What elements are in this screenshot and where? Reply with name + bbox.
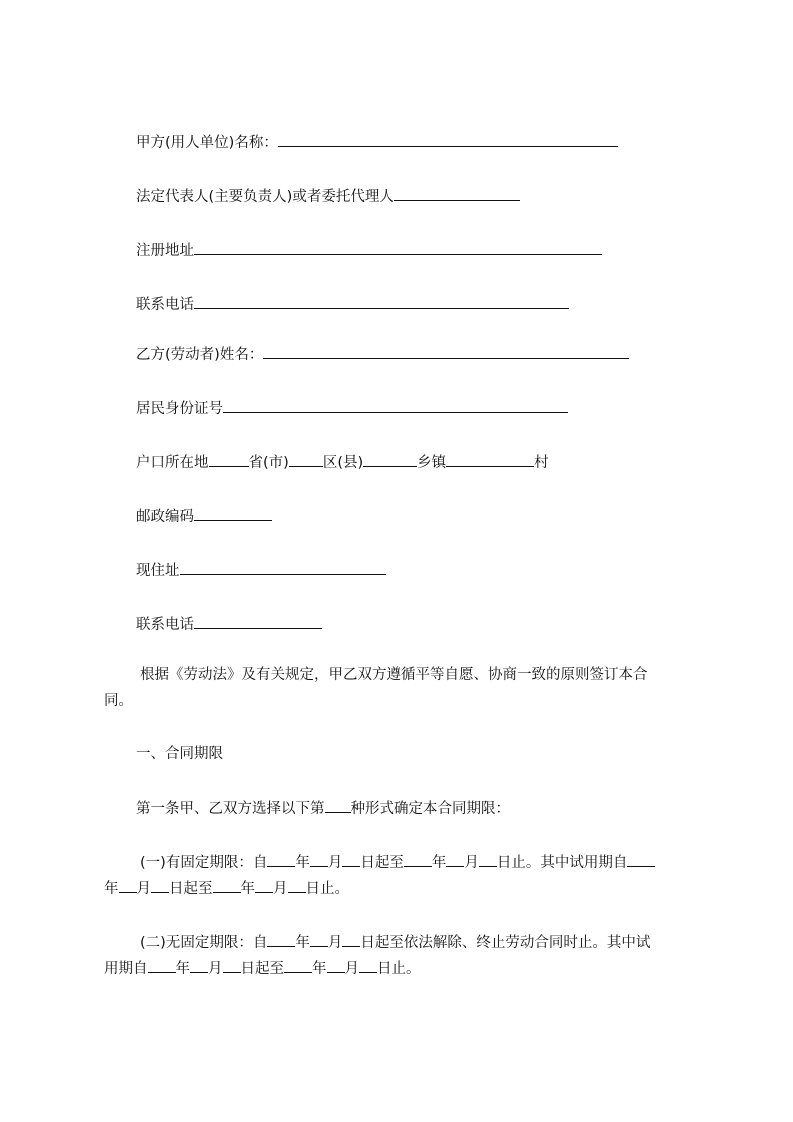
intro-line-2: 同。 bbox=[104, 693, 133, 709]
employer-phone-label: 联系电话 bbox=[136, 297, 194, 313]
article-1-text-a: 第一条甲、乙双方选择以下第 bbox=[136, 801, 325, 817]
open-year-label-1: 年 bbox=[295, 935, 310, 951]
id-number-row bbox=[136, 398, 568, 419]
hukou-province-blank[interactable] bbox=[209, 452, 249, 467]
hukou-label: 户口所在地 bbox=[136, 455, 209, 471]
fixed-term-line-1 bbox=[140, 852, 655, 873]
current-address-row bbox=[136, 560, 386, 581]
hukou-district-label: 区(县) bbox=[322, 455, 364, 471]
open-start-month-blank[interactable] bbox=[310, 932, 328, 947]
employer-phone-blank[interactable] bbox=[194, 294, 569, 309]
hukou-town-blank[interactable] bbox=[363, 452, 417, 467]
hukou-town-label: 乡镇 bbox=[417, 455, 447, 471]
hukou-district-blank[interactable] bbox=[289, 452, 323, 467]
fixed-day-end-label: 日止。 bbox=[305, 881, 349, 897]
legal-rep-row bbox=[136, 186, 520, 207]
reg-address-row bbox=[136, 240, 602, 261]
fixed-year-label-4: 年 bbox=[240, 881, 255, 897]
article-1-row bbox=[136, 798, 510, 819]
open-term-line-2 bbox=[104, 958, 421, 979]
legal-rep-blank[interactable] bbox=[394, 186, 520, 201]
open-term-line-1 bbox=[140, 932, 650, 953]
fixed-probation-label: 日止。其中试用期自 bbox=[496, 855, 628, 871]
article-1-choice-blank[interactable] bbox=[325, 798, 351, 813]
fixed-probation-end-day-blank[interactable] bbox=[288, 878, 306, 893]
open-probation-start-day-blank[interactable] bbox=[223, 958, 241, 973]
open-probation-start-month-blank[interactable] bbox=[190, 958, 208, 973]
hukou-village-label: 村 bbox=[534, 455, 549, 471]
employee-phone-label: 联系电话 bbox=[136, 617, 194, 633]
reg-address-label: 注册地址 bbox=[136, 243, 194, 259]
open-probation-end-day-blank[interactable] bbox=[359, 958, 377, 973]
fixed-start-month-blank[interactable] bbox=[310, 852, 328, 867]
open-start-year-blank[interactable] bbox=[267, 932, 295, 947]
fixed-term-line-2 bbox=[104, 878, 349, 899]
open-day-end-label: 日止。 bbox=[377, 961, 421, 977]
hukou-province-label: 省(市) bbox=[248, 455, 289, 471]
legal-rep-label: 法定代表人(主要负责人)或者委托代理人 bbox=[136, 189, 394, 205]
postcode-label: 邮政编码 bbox=[136, 509, 194, 525]
fixed-month-label-2: 月 bbox=[464, 855, 479, 871]
reg-address-blank[interactable] bbox=[194, 240, 602, 255]
open-term-mid-text: 日起至依法解除、终止劳动合同时止。其中试 bbox=[360, 935, 651, 951]
hukou-village-blank[interactable] bbox=[446, 452, 534, 467]
open-start-day-blank[interactable] bbox=[342, 932, 360, 947]
open-probation-prefix: 用期自 bbox=[104, 961, 148, 977]
fixed-year-label-3: 年 bbox=[104, 881, 119, 897]
employee-name-label: 乙方(劳动者)姓名： bbox=[136, 347, 264, 363]
fixed-term-prefix: (一)有固定期限：自 bbox=[140, 855, 268, 871]
fixed-start-day-blank[interactable] bbox=[342, 852, 360, 867]
intro-line-1: 根据《劳动法》及有关规定，甲乙双方遵循平等自愿、协商一致的原则签订本合 bbox=[140, 667, 648, 683]
fixed-end-month-blank[interactable] bbox=[446, 852, 464, 867]
fixed-month-label-4: 月 bbox=[273, 881, 288, 897]
fixed-year-label-2: 年 bbox=[431, 855, 447, 871]
id-number-label: 居民身份证号 bbox=[136, 401, 223, 417]
open-probation-end-year-blank[interactable] bbox=[284, 958, 312, 973]
open-day-from-label: 日起至 bbox=[240, 961, 284, 977]
employer-name-label: 甲方(用人单位)名称： bbox=[136, 135, 278, 151]
open-month-label-2: 月 bbox=[208, 961, 223, 977]
intro-paragraph bbox=[104, 662, 704, 714]
section-heading: 一、合同期限 bbox=[136, 746, 223, 762]
open-month-label-3: 月 bbox=[344, 961, 359, 977]
employee-phone-row bbox=[136, 614, 322, 635]
fixed-day-from-label: 日起至 bbox=[360, 855, 404, 871]
employee-phone-blank[interactable] bbox=[194, 614, 322, 629]
fixed-day-from-label-2: 日起至 bbox=[169, 881, 213, 897]
employer-phone-row bbox=[136, 294, 569, 315]
open-year-label-2: 年 bbox=[175, 961, 190, 977]
fixed-end-year-blank[interactable] bbox=[404, 852, 432, 867]
postcode-row bbox=[136, 506, 272, 527]
postcode-blank[interactable] bbox=[194, 506, 272, 521]
employee-name-blank[interactable] bbox=[263, 344, 629, 359]
fixed-probation-end-year-blank[interactable] bbox=[213, 878, 241, 893]
open-month-label-1: 月 bbox=[327, 935, 343, 951]
id-number-blank[interactable] bbox=[223, 398, 568, 413]
fixed-end-day-blank[interactable] bbox=[479, 852, 497, 867]
fixed-month-label-1: 月 bbox=[327, 855, 343, 871]
article-1-text-b: 种形式确定本合同期限： bbox=[350, 801, 510, 817]
fixed-probation-start-day-blank[interactable] bbox=[151, 878, 169, 893]
employer-name-blank[interactable] bbox=[278, 132, 618, 147]
open-probation-start-year-blank[interactable] bbox=[148, 958, 176, 973]
fixed-month-label-3: 月 bbox=[136, 881, 151, 897]
fixed-probation-end-month-blank[interactable] bbox=[255, 878, 273, 893]
fixed-start-year-blank[interactable] bbox=[267, 852, 295, 867]
fixed-year-label-1: 年 bbox=[295, 855, 310, 871]
employee-name-row bbox=[136, 344, 629, 365]
open-probation-end-month-blank[interactable] bbox=[327, 958, 345, 973]
employer-name-row bbox=[136, 132, 618, 153]
hukou-row bbox=[136, 452, 549, 473]
current-address-label: 现住址 bbox=[136, 563, 180, 579]
open-term-prefix: (二)无固定期限：自 bbox=[140, 935, 268, 951]
fixed-probation-start-year-blank[interactable] bbox=[627, 852, 655, 867]
open-year-label-3: 年 bbox=[312, 961, 327, 977]
current-address-blank[interactable] bbox=[180, 560, 386, 575]
fixed-probation-start-month-blank[interactable] bbox=[119, 878, 137, 893]
